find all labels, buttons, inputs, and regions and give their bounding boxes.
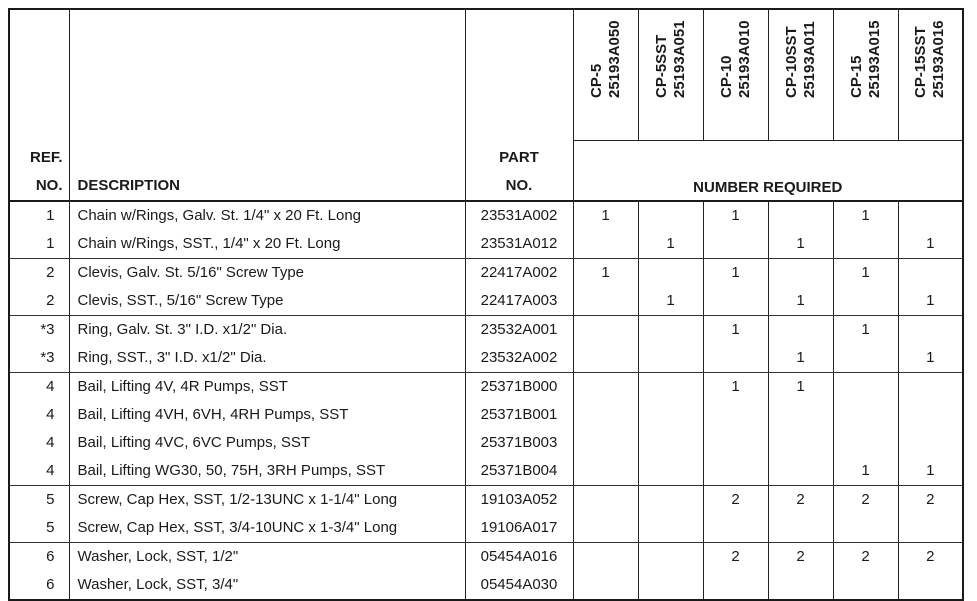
quantity-cell	[833, 287, 898, 316]
quantity-cell	[898, 429, 963, 457]
model-code: 25193A051	[670, 20, 688, 98]
quantity-cell: 1	[573, 259, 638, 288]
model-code: 25193A010	[735, 20, 753, 98]
quantity-cell	[573, 514, 638, 543]
quantity-cell: 2	[898, 543, 963, 572]
quantity-cell: 1	[703, 201, 768, 230]
quantity-cell	[703, 344, 768, 373]
quantity-cell: 2	[833, 543, 898, 572]
quantity-cell	[638, 486, 703, 515]
model-code: 25193A015	[865, 20, 883, 98]
quantity-cell	[768, 201, 833, 230]
quantity-cell: 1	[833, 201, 898, 230]
ref-header-line2: NO.	[35, 177, 63, 194]
quantity-cell: 2	[898, 486, 963, 515]
quantity-cell	[703, 571, 768, 600]
model-code: 25193A016	[930, 20, 948, 98]
ref-no-cell: 1	[9, 230, 69, 259]
table-row	[9, 429, 963, 457]
quantity-cell: 1	[833, 259, 898, 288]
ref-no-cell: 5	[9, 486, 69, 515]
model-header	[638, 9, 703, 141]
part-no-cell: 19106A017	[465, 514, 573, 543]
description-cell: Bail, Lifting 4VH, 6VH, 4RH Pumps, SST	[69, 401, 465, 429]
description-cell: Washer, Lock, SST, 1/2"	[69, 543, 465, 572]
model-code: 25193A011	[800, 21, 818, 98]
ref-no-cell: 2	[9, 259, 69, 288]
description-header-label: DESCRIPTION	[77, 177, 181, 194]
ref-no-cell: 1	[9, 201, 69, 230]
quantity-cell	[833, 344, 898, 373]
quantity-cell	[638, 457, 703, 486]
quantity-cell	[898, 571, 963, 600]
description-cell: Screw, Cap Hex, SST, 3/4-10UNC x 1-3/4" Long	[69, 514, 465, 543]
part-header-line2: NO.	[505, 177, 533, 194]
quantity-cell	[638, 259, 703, 288]
quantity-cell: 1	[638, 230, 703, 259]
quantity-cell	[638, 201, 703, 230]
quantity-cell: 2	[768, 543, 833, 572]
part-no-header	[465, 9, 573, 201]
quantity-cell	[833, 230, 898, 259]
quantity-cell: 1	[768, 373, 833, 402]
part-no-cell: 23532A001	[465, 316, 573, 345]
quantity-cell: 2	[768, 486, 833, 515]
quantity-cell	[638, 571, 703, 600]
quantity-cell	[573, 316, 638, 345]
quantity-cell	[573, 457, 638, 486]
ref-no-cell: 6	[9, 543, 69, 572]
table-row	[9, 486, 963, 515]
description-cell: Washer, Lock, SST, 3/4"	[69, 571, 465, 600]
description-cell: Chain w/Rings, SST., 1/4" x 20 Ft. Long	[69, 230, 465, 259]
quantity-cell	[703, 230, 768, 259]
model-name: CP-15	[847, 55, 865, 98]
part-no-cell: 23532A002	[465, 344, 573, 373]
quantity-cell	[703, 457, 768, 486]
ref-no-cell: 4	[9, 429, 69, 457]
model-code: 25193A050	[605, 20, 623, 98]
quantity-cell: 1	[833, 457, 898, 486]
table-row	[9, 571, 963, 600]
description-cell: Clevis, Galv. St. 5/16" Screw Type	[69, 259, 465, 288]
quantity-cell	[898, 259, 963, 288]
quantity-cell	[833, 514, 898, 543]
quantity-cell	[768, 316, 833, 345]
quantity-cell	[573, 344, 638, 373]
part-no-cell: 05454A016	[465, 543, 573, 572]
quantity-cell	[573, 287, 638, 316]
quantity-cell: 1	[573, 201, 638, 230]
quantity-cell	[573, 429, 638, 457]
quantity-cell: 2	[833, 486, 898, 515]
table-row	[9, 344, 963, 373]
ref-no-cell: 4	[9, 373, 69, 402]
quantity-cell	[573, 373, 638, 402]
quantity-cell	[638, 373, 703, 402]
description-header	[69, 9, 465, 201]
part-no-cell: 25371B000	[465, 373, 573, 402]
ref-no-cell: *3	[9, 316, 69, 345]
model-header	[573, 9, 638, 141]
part-no-cell: 05454A030	[465, 571, 573, 600]
quantity-cell	[703, 429, 768, 457]
table-row	[9, 230, 963, 259]
description-cell: Bail, Lifting 4V, 4R Pumps, SST	[69, 373, 465, 402]
model-header	[768, 9, 833, 141]
quantity-cell: 1	[703, 373, 768, 402]
model-header	[703, 9, 768, 141]
description-cell: Ring, Galv. St. 3" I.D. x1/2" Dia.	[69, 316, 465, 345]
quantity-cell	[768, 571, 833, 600]
quantity-cell	[768, 401, 833, 429]
quantity-cell	[833, 373, 898, 402]
quantity-cell	[703, 401, 768, 429]
quantity-cell	[898, 373, 963, 402]
quantity-cell	[573, 571, 638, 600]
quantity-cell	[833, 401, 898, 429]
ref-no-cell: 4	[9, 457, 69, 486]
quantity-cell: 1	[768, 230, 833, 259]
description-cell: Bail, Lifting 4VC, 6VC Pumps, SST	[69, 429, 465, 457]
ref-no-cell: 2	[9, 287, 69, 316]
quantity-cell	[898, 514, 963, 543]
table-row	[9, 287, 963, 316]
quantity-cell	[638, 514, 703, 543]
quantity-cell	[638, 543, 703, 572]
quantity-cell: 2	[703, 543, 768, 572]
quantity-cell: 1	[638, 287, 703, 316]
part-no-cell: 22417A003	[465, 287, 573, 316]
model-name: CP-10SST	[782, 26, 800, 98]
quantity-cell: 1	[833, 316, 898, 345]
quantity-cell	[638, 401, 703, 429]
ref-no-cell: *3	[9, 344, 69, 373]
quantity-cell: 2	[703, 486, 768, 515]
quantity-cell	[898, 401, 963, 429]
quantity-cell	[573, 230, 638, 259]
quantity-cell	[768, 514, 833, 543]
part-header-line1: PART	[499, 149, 539, 166]
quantity-cell	[573, 401, 638, 429]
parts-table	[8, 8, 964, 601]
part-no-cell: 23531A002	[465, 201, 573, 230]
model-header	[833, 9, 898, 141]
quantity-cell	[703, 287, 768, 316]
quantity-cell	[898, 201, 963, 230]
quantity-cell	[768, 457, 833, 486]
quantity-cell	[573, 543, 638, 572]
model-name: CP-5SST	[652, 34, 670, 98]
part-no-cell: 25371B004	[465, 457, 573, 486]
quantity-cell: 1	[768, 344, 833, 373]
quantity-cell	[638, 344, 703, 373]
description-cell: Chain w/Rings, Galv. St. 1/4" x 20 Ft. Long	[69, 201, 465, 230]
quantity-cell	[833, 429, 898, 457]
table-row	[9, 373, 963, 402]
quantity-cell: 1	[898, 457, 963, 486]
description-cell: Bail, Lifting WG30, 50, 75H, 3RH Pumps, SST	[69, 457, 465, 486]
table-row	[9, 514, 963, 543]
part-no-cell: 19103A052	[465, 486, 573, 515]
part-no-cell: 25371B003	[465, 429, 573, 457]
table-row	[9, 316, 963, 345]
quantity-cell	[573, 486, 638, 515]
model-header	[898, 9, 963, 141]
quantity-cell: 1	[898, 344, 963, 373]
quantity-cell	[703, 514, 768, 543]
quantity-cell	[833, 571, 898, 600]
model-name: CP-15SST	[912, 26, 930, 98]
table-row	[9, 201, 963, 230]
quantity-cell	[768, 259, 833, 288]
table-row	[9, 259, 963, 288]
part-no-cell: 23531A012	[465, 230, 573, 259]
ref-no-cell: 5	[9, 514, 69, 543]
quantity-cell: 1	[898, 287, 963, 316]
model-name: CP-5	[587, 63, 605, 98]
part-no-cell: 22417A002	[465, 259, 573, 288]
description-cell: Ring, SST., 3" I.D. x1/2" Dia.	[69, 344, 465, 373]
quantity-cell	[768, 429, 833, 457]
ref-no-cell: 6	[9, 571, 69, 600]
ref-no-cell: 4	[9, 401, 69, 429]
number-required-header: NUMBER REQUIRED	[573, 141, 963, 202]
quantity-cell	[638, 316, 703, 345]
quantity-cell: 1	[703, 316, 768, 345]
quantity-cell	[898, 316, 963, 345]
quantity-cell: 1	[768, 287, 833, 316]
part-no-cell: 25371B001	[465, 401, 573, 429]
description-cell: Clevis, SST., 5/16" Screw Type	[69, 287, 465, 316]
table-row	[9, 457, 963, 486]
table-row	[9, 401, 963, 429]
table-row	[9, 543, 963, 572]
model-name: CP-10	[717, 55, 735, 98]
ref-header-line1: REF.	[29, 149, 63, 166]
quantity-cell: 1	[703, 259, 768, 288]
ref-no-header	[9, 9, 69, 201]
description-cell: Screw, Cap Hex, SST, 1/2-13UNC x 1-1/4" Long	[69, 486, 465, 515]
quantity-cell: 1	[898, 230, 963, 259]
quantity-cell	[638, 429, 703, 457]
